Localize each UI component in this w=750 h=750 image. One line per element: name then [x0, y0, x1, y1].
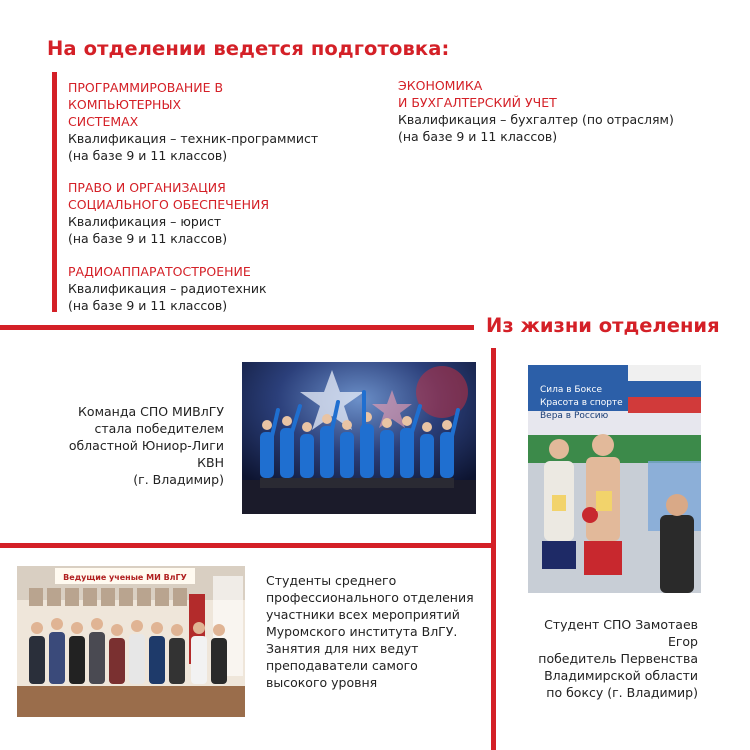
caption-line: областной Юниор-Лиги КВН: [68, 438, 224, 470]
caption-line: участники всех мероприятий: [266, 607, 460, 622]
divider-rule: [0, 325, 474, 330]
vertical-divider: [491, 348, 496, 750]
program-basis: (на базе 9 и 11 классов): [68, 298, 228, 313]
program-basis: (на базе 9 и 11 классов): [68, 231, 228, 246]
program-title-line: СИСТЕМАХ: [68, 114, 139, 129]
caption-line: победитель Первенства: [538, 651, 698, 666]
kvn-caption: [40, 403, 224, 488]
program-title-line: СОЦИАЛЬНОГО ОБЕСПЕЧЕНИЯ: [68, 197, 270, 212]
caption-line: Муромского института ВлГУ.: [266, 624, 458, 639]
section-title: Из жизни отделения: [486, 314, 720, 337]
program-qualification: Квалификация – техник-программист: [68, 131, 319, 146]
caption-line: Студенты среднего: [266, 573, 397, 588]
boxing-caption: [512, 616, 698, 701]
students-caption: [266, 572, 488, 691]
students-hall-photo: [17, 566, 245, 717]
caption-line: преподаватели самого: [266, 658, 418, 673]
caption-line: стала победителем: [94, 421, 224, 436]
caption-line: Команда СПО МИВлГУ: [78, 404, 224, 419]
program-basis: (на базе 9 и 11 классов): [398, 129, 558, 144]
kvn-team-photo: [242, 362, 476, 514]
caption-line: Владимирской области: [544, 668, 698, 683]
program-qualification: Квалификация – радиотехник: [68, 281, 267, 296]
caption-line: профессионального отделения: [266, 590, 474, 605]
program-qualification: Квалификация – юрист: [68, 214, 222, 229]
program-title-line: РАДИОАППАРАТОСТРОЕНИЕ: [68, 264, 251, 279]
caption-line: (г. Владимир): [133, 472, 224, 487]
program-title-line: КОМПЬЮТЕРНЫХ: [68, 97, 182, 112]
banner-line: Красота в спорте: [540, 398, 623, 408]
boxing-photo: [528, 365, 701, 593]
caption-line: по боксу (г. Владимир): [546, 685, 698, 700]
page-title: На отделении ведется подготовка:: [47, 37, 450, 60]
program-block-radio: [68, 263, 388, 314]
hall-banner: Ведущие ученые МИ ВлГУ: [63, 573, 187, 582]
program-qualification: Квалификация – бухгалтер (по отраслям): [398, 112, 674, 127]
program-title-line: ЭКОНОМИКА: [398, 78, 483, 93]
banner-line: Сила в Боксе: [540, 385, 603, 395]
program-title-line: И БУХГАЛТЕРСКИЙ УЧЕТ: [398, 95, 557, 110]
program-block-economics: [398, 77, 728, 145]
caption-line: Занятия для них ведут: [266, 641, 419, 656]
program-basis: (на базе 9 и 11 классов): [68, 148, 228, 163]
program-title-line: ПРАВО И ОРГАНИЗАЦИЯ: [68, 180, 226, 195]
accent-bar: [52, 72, 57, 312]
caption-line: высокого уровня: [266, 675, 378, 690]
program-block-law: [68, 179, 388, 247]
program-title-line: ПРОГРАММИРОВАНИЕ В: [68, 80, 224, 95]
caption-line: Студент СПО Замотаев Егор: [544, 617, 698, 649]
banner-line: Вера в Россию: [540, 411, 609, 421]
divider-rule: [0, 543, 491, 548]
program-block-programming: [68, 79, 388, 164]
